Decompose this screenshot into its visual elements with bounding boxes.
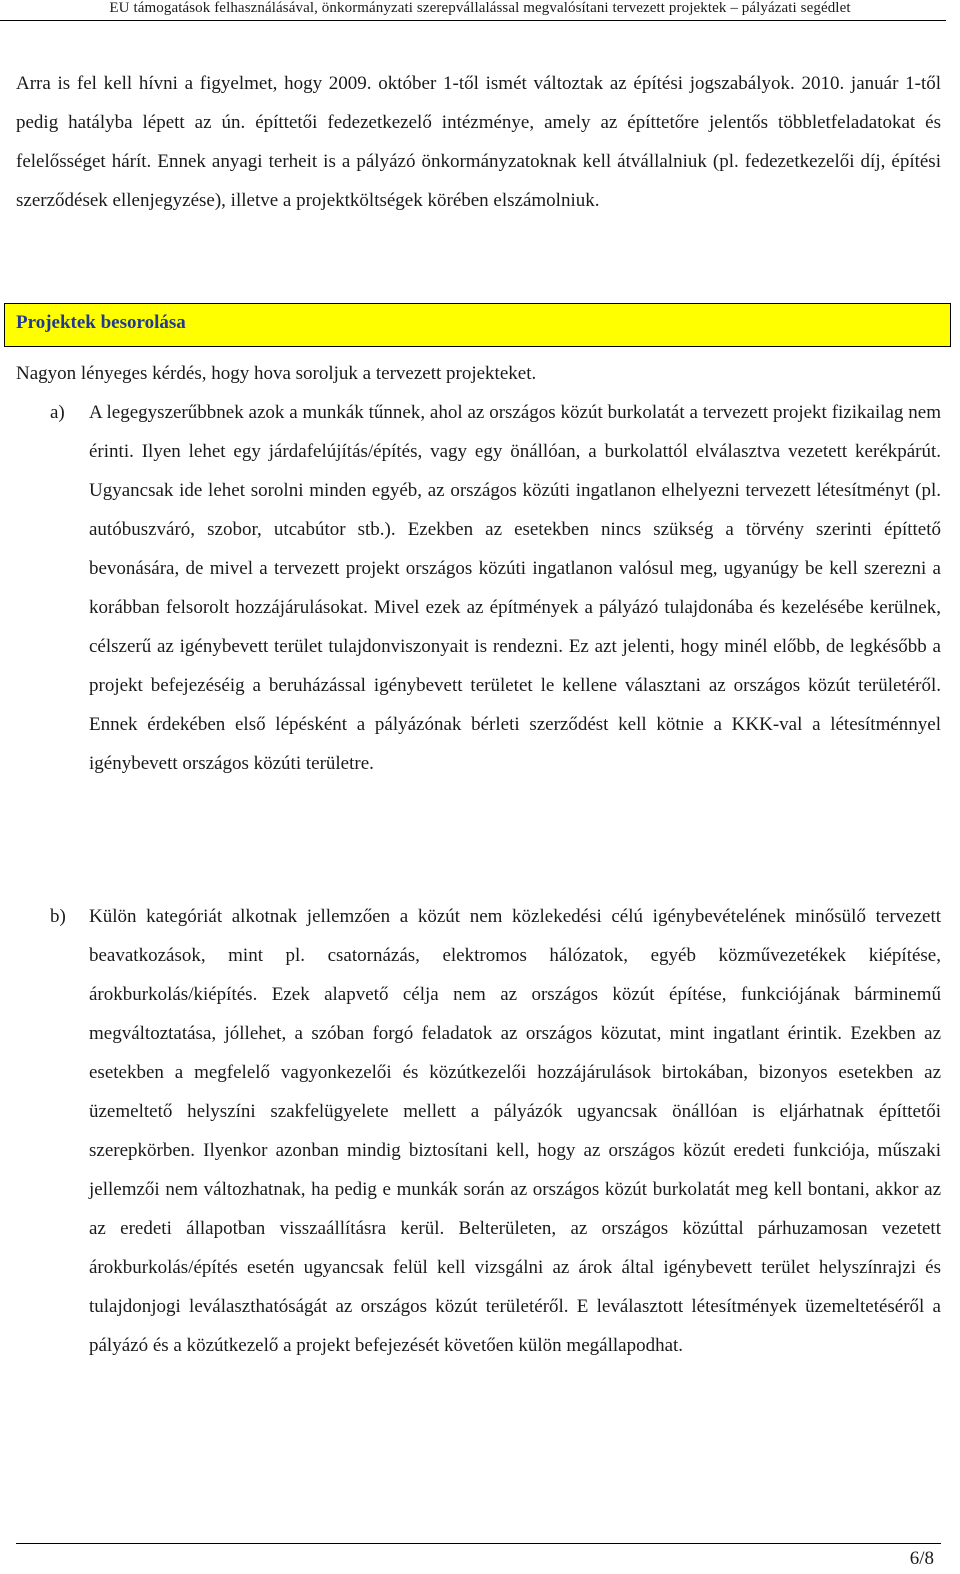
page-number: 6/8	[909, 1548, 934, 1569]
list-item-a: A legegyszerűbbnek azok a munkák tűnnek, ahol az országos közút burkolatát a tervezett projekt fizikailag nem érinti. Ilyen lehet egy járdafelújítás/építés, vagy egy önállóan, a burkolattól elválasztva vezetett kerékpárút. Ugyancsak ide lehet sorolni minden egyéb, az országos közúti ingatlanon elhelyezni tervezett létesítményt (pl. autóbuszváró, szobor, utcabútor stb.). Ezekben az esetekben nincs szükség a törvény szerinti építtető bevonására, de mivel a tervezett projekt országos közúti ingatlanon valósul meg, ugyanúgy be kell szerezni a korábban felsorolt hozzájárulásokat. Mivel ezek az építmények a pályázó tulajdonába és kezelésébe kerülnek, célszerű az igénybevett terület tulajdonviszonyait is rendezni. Ez azt jelenti, hogy minél előbb, de legkésőbb a projekt befejezéséig a beruházással igénybevett területet le kellene választani az országos közút területéről. Ennek érdekében első lépésként a pályázónak bérleti szerződést kell kötnie a KKK-val a létesítménnyel igénybevett országos közúti területre.	[89, 402, 941, 774]
section-heading: Projektek besorolása	[4, 303, 951, 347]
header-divider	[0, 20, 946, 21]
footer-divider	[16, 1543, 941, 1544]
list-item-b: Külön kategóriát alkotnak jellemzően a közút nem közlekedési célú igénybevételének minősülő tervezett beavatkozások, mint pl. csatornázás, elektromos hálózatok, egyéb közművezetékek kiépítése, árokburkolás/kiépítés. Ezek alapvető célja nem az országos közút építése, funkciójának bárminemű megváltoztatása, jóllehet, a szóban forgó feladatok az országos közutat, mint ingatlant érintik. Ezekben az esetekben a megfelelő vagyonkezelői és közútkezelői hozzájárulások birtokában, bizonyos esetekben az üzemeltető helyszíni szakfelügyelete mellett a pályázók ugyancsak önállóan is eljárhatnak építtetői szerepkörben. Ilyenkor azonban mindig biztosítani kell, hogy az országos közút eredeti funkciója, műszaki jellemzői nem változhatnak, ha pedig e munkák során az országos közút burkolatát meg kell bontani, akkor az az eredeti állapotban visszaállításra kerül. Belterületen, az országos közúttal párhuzamosan vezetett árokburkolás/építés esetén ugyancsak felül kell vizsgálni az árok által igénybevett terület helyszínrajzi és tulajdonjogi leválaszthatóságát az országos közút területéről. E leválasztott létesítmények üzemeltetéséről a pályázó és a közútkezelő a projekt befejezését követően külön megállapodhat.	[89, 906, 941, 1356]
intro-paragraph: Arra is fel kell hívni a figyelmet, hogy 2009. október 1-től ismét változtak az építési jogszabályok. 2010. január 1-től pedig hatályba lépett az ún. építtetői fedezetkezelő intézménye, amely az építtetőre jelentős többletfeladatokat és felelősséget hárít. Ennek anyagi terheit is a pályázó önkormányzatoknak kell átvállalniuk (pl. fedezetkezelői díj, építési szerződések ellenjegyzése), illetve a projektköltségek körében elszámolniuk.	[16, 73, 941, 211]
list-item-marker-b: b)	[50, 906, 66, 927]
section-intro: Nagyon lényeges kérdés, hogy hova soroljuk a tervezett projekteket.	[16, 363, 537, 384]
list-item-marker-a: a)	[50, 402, 65, 423]
page-header: EU támogatások felhasználásával, önkormányzati szerepvállalással megvalósítani tervezett projektek – pályázati segédlet	[109, 0, 851, 16]
